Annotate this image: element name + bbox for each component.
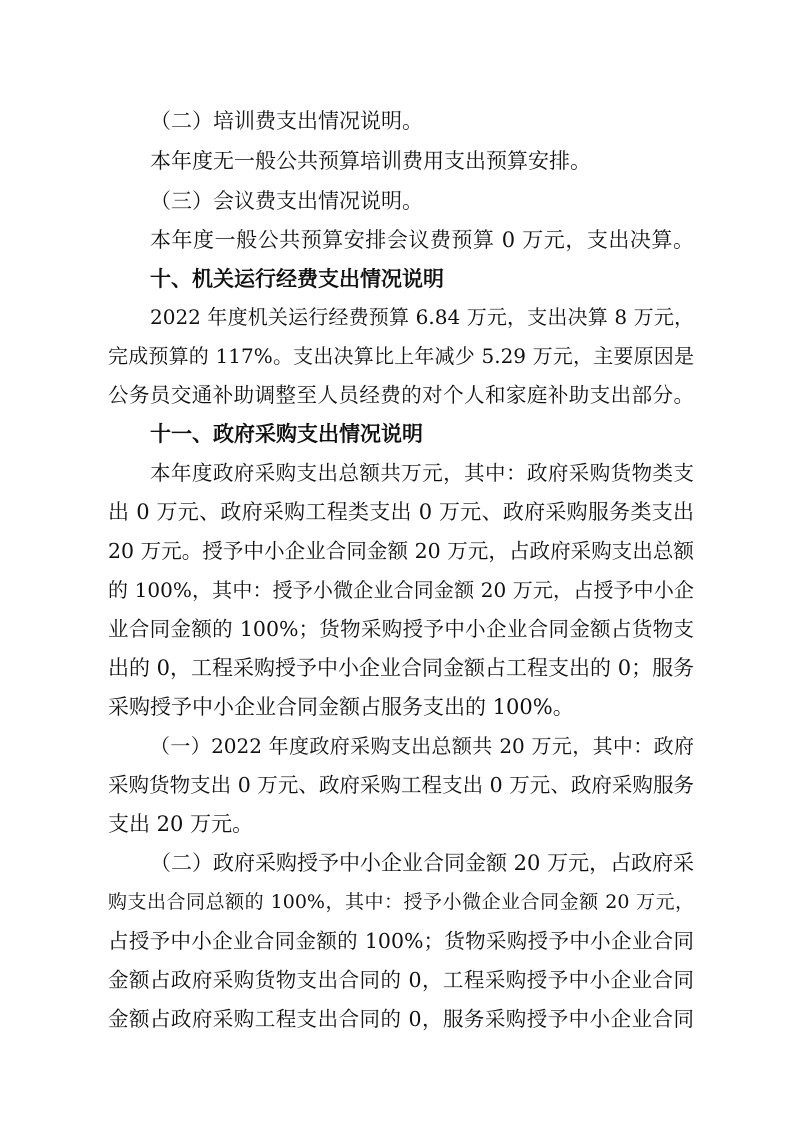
paragraph-line: 2022 年度机关运行经费预算 6.84 万元，支出决算 8 万元，: [150, 305, 694, 329]
paragraph-line: 业合同金额的 100%；货物采购授予中小企业合同金额占货物支: [108, 617, 694, 641]
paragraph-line: 支出 20 万元。: [108, 812, 254, 836]
paragraph-line: 出 0 万元、政府采购工程类支出 0 万元、政府采购服务类支出: [108, 500, 694, 524]
subsection-heading-training: （二）培训费支出情况说明。: [150, 109, 423, 133]
paragraph-line: 的 100%，其中：授予小微企业合同金额 20 万元，占授予中小企: [108, 578, 694, 602]
section-heading-operating-costs: 十、机关运行经费支出情况说明: [150, 267, 444, 291]
paragraph-line: 购支出合同总额的 100%，其中：授予小微企业合同金额 20 万元，: [108, 891, 694, 913]
paragraph-line: 金额占政府采购货物支出合同的 0，工程采购授予中小企业合同: [108, 968, 694, 992]
subsection-heading-meeting: （三）会议费支出情况说明。: [150, 189, 423, 213]
section-heading-procurement: 十一、政府采购支出情况说明: [150, 422, 423, 446]
paragraph-line: 本年度政府采购支出总额共万元，其中：政府采购货物类支: [150, 461, 694, 485]
paragraph-line: 20 万元。授予中小企业合同金额 20 万元，占政府采购支出总额: [108, 539, 694, 563]
paragraph-line: （二）政府采购授予中小企业合同金额 20 万元，占政府采: [150, 851, 694, 875]
paragraph-line: 采购货物支出 0 万元、政府采购工程支出 0 万元、政府采购服务: [108, 773, 694, 797]
paragraph-line: 公务员交通补助调整至人员经费的对个人和家庭补助支出部分。: [108, 383, 694, 407]
paragraph-line: 出的 0，工程采购授予中小企业合同金额占工程支出的 0；服务: [108, 656, 694, 680]
paragraph-line: 完成预算的 117%。支出决算比上年减少 5.29 万元，主要原因是: [108, 344, 694, 368]
paragraph-line: 金额占政府采购工程支出合同的 0，服务采购授予中小企业合同: [108, 1007, 694, 1031]
paragraph-line: 采购授予中小企业合同金额占服务支出的 100%。: [108, 695, 574, 719]
paragraph-line: 占授予中小企业合同金额的 100%；货物采购授予中小企业合同: [108, 929, 694, 953]
paragraph-line: 本年度无一般公共预算培训费用支出预算安排。: [150, 149, 591, 173]
paragraph-line: （一）2022 年度政府采购支出总额共 20 万元，其中：政府: [150, 734, 694, 758]
paragraph-line: 本年度一般公共预算安排会议费预算 0 万元，支出决算。: [150, 228, 694, 252]
